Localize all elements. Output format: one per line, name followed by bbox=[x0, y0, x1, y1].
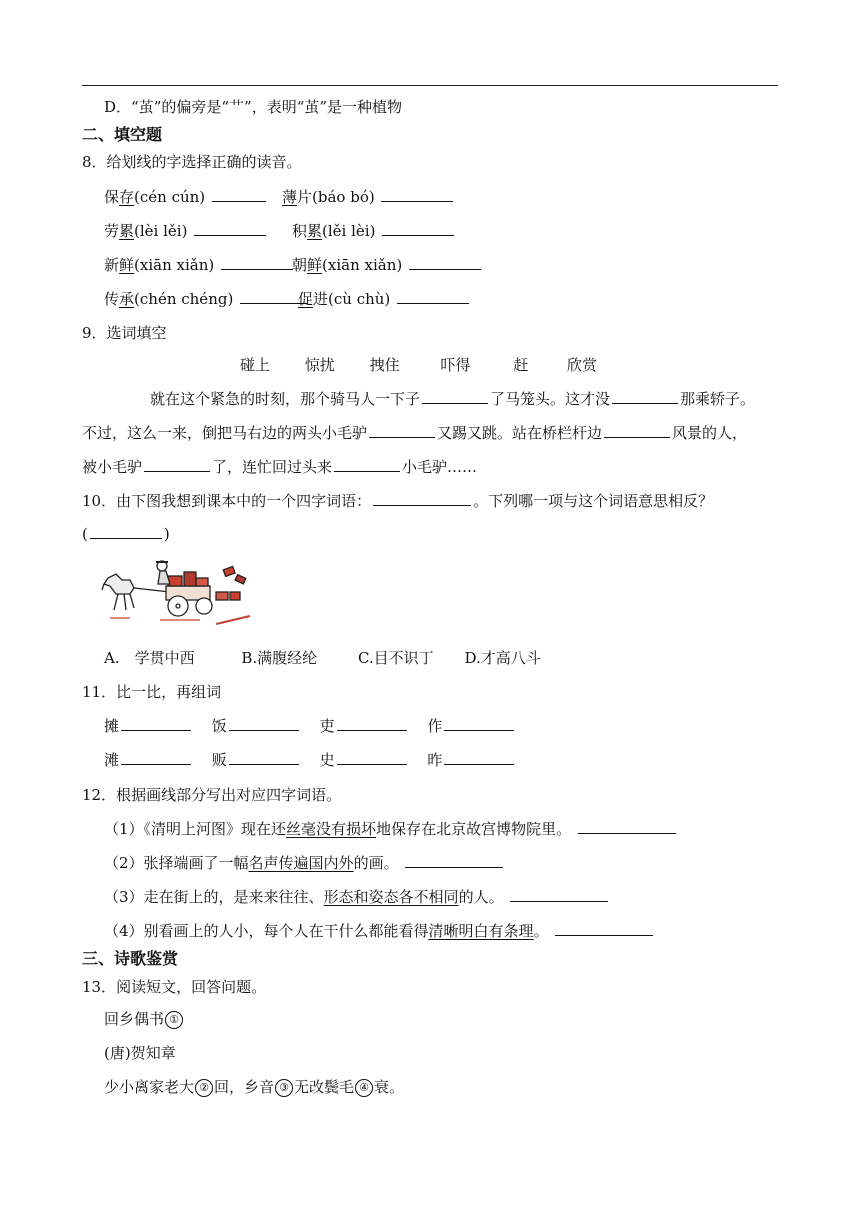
poem-line: 少小离家老大 ② 回，乡音 ③ 无改鬓毛 ④ 衰。 bbox=[104, 1078, 405, 1096]
q12-item: （4）别看画上的人小，每个人在干什么都能看得清晰明白有条理。 bbox=[104, 920, 655, 941]
answer-blank[interactable] bbox=[422, 389, 488, 404]
q9-passage-line: 被小毛驴 了，连忙回过头来 小毛驴…… bbox=[82, 458, 478, 476]
note-marker: ① bbox=[165, 1011, 183, 1029]
word-option: 赶 bbox=[513, 356, 529, 374]
answer-blank[interactable] bbox=[229, 750, 299, 765]
q12-stem: 12．根据画线部分写出对应四字词语。 bbox=[82, 786, 342, 804]
answer-blank[interactable] bbox=[405, 853, 503, 868]
note-marker: ④ bbox=[355, 1079, 373, 1097]
word-option: 拽住 bbox=[369, 356, 400, 374]
word-option: 吓得 bbox=[440, 356, 471, 374]
note-marker: ② bbox=[195, 1079, 213, 1097]
answer-blank[interactable] bbox=[334, 457, 400, 472]
q8-item: 积累(lěi lèi) bbox=[292, 220, 456, 241]
answer-blank[interactable] bbox=[444, 716, 514, 731]
q12-item: （1）《清明上河图》现在还丝毫没有损坏地保存在北京故宫博物院里。 bbox=[104, 818, 678, 839]
q9-stem: 9．选词填空 bbox=[82, 324, 167, 342]
q8-item: 劳累(lèi lěi) bbox=[104, 220, 268, 241]
answer-blank[interactable] bbox=[612, 389, 678, 404]
answer-blank[interactable] bbox=[212, 187, 266, 202]
q10-answer-paren: ( ) bbox=[82, 525, 170, 543]
answer-blank[interactable] bbox=[194, 221, 266, 236]
answer-blank[interactable] bbox=[369, 423, 435, 438]
q8-item: 传承(chén chéng) bbox=[104, 288, 310, 309]
answer-blank[interactable] bbox=[604, 423, 670, 438]
note-marker: ③ bbox=[275, 1079, 293, 1097]
q12-item: （3）走在街上的，是来来往往、形态和姿态各不相同的人。 bbox=[104, 886, 610, 907]
q10-stem: 10．由下图我想到课本中的一个四字词语： 。下列哪一项与这个词语意思相反？ bbox=[82, 492, 714, 510]
top-divider bbox=[82, 85, 778, 86]
option-c[interactable]: C.目不识丁 bbox=[357, 649, 434, 667]
section-title-fill-in: 二、填空题 bbox=[82, 125, 163, 144]
q8-item: 薄片(báo bó) bbox=[282, 186, 455, 207]
answer-blank[interactable] bbox=[144, 457, 210, 472]
answer-blank[interactable] bbox=[373, 491, 471, 506]
q8-item: 保存(cén cún) bbox=[104, 186, 268, 207]
answer-blank[interactable] bbox=[578, 819, 676, 834]
q9-passage-line: 不过，这么一来，倒把马右边的两头小毛驴 又踢又跳。站在桥栏杆边 风景的人， bbox=[82, 424, 748, 442]
answer-blank[interactable] bbox=[510, 887, 608, 902]
answer-blank[interactable] bbox=[382, 221, 454, 236]
q8-item: 朝鲜(xiān xiǎn) bbox=[292, 254, 483, 275]
answer-blank[interactable] bbox=[409, 255, 481, 270]
word-option: 欣赏 bbox=[566, 356, 597, 374]
q11-row: 滩 贩 史 昨 bbox=[104, 749, 516, 770]
q11-row: 摊 饭 吏 作 bbox=[104, 715, 516, 736]
answer-blank[interactable] bbox=[121, 750, 191, 765]
q9-passage-line: 就在这个紧急的时刻，那个骑马人一下子 了马笼头。这才没 那乘轿子。 bbox=[150, 390, 756, 408]
answer-blank[interactable] bbox=[229, 716, 299, 731]
word-option: 惊扰 bbox=[304, 356, 335, 374]
option-d[interactable]: D.才高八斗 bbox=[464, 649, 541, 667]
answer-blank[interactable] bbox=[221, 255, 293, 270]
answer-blank[interactable] bbox=[381, 187, 453, 202]
section-title-poetry: 三、诗歌鉴赏 bbox=[82, 949, 179, 968]
poem-title: 回乡偶书 ① bbox=[104, 1008, 184, 1029]
q10-options bbox=[104, 647, 541, 668]
cart-of-books-illustration bbox=[100, 558, 252, 636]
answer-blank[interactable] bbox=[444, 750, 514, 765]
q7-option-d: D．“茧”的偏旁是“艹”，表明“茧”是一种植物 bbox=[104, 98, 403, 116]
answer-blank[interactable] bbox=[121, 716, 191, 731]
option-b[interactable]: B.满腹经纶 bbox=[241, 649, 318, 667]
word-option: 碰上 bbox=[240, 356, 271, 374]
answer-blank[interactable] bbox=[555, 921, 653, 936]
answer-blank[interactable] bbox=[397, 289, 469, 304]
word-bank bbox=[240, 354, 597, 375]
option-a[interactable]: A. 学贯中西 bbox=[104, 649, 195, 667]
answer-blank[interactable] bbox=[337, 750, 407, 765]
q11-stem: 11．比一比，再组词 bbox=[82, 683, 222, 701]
poem-author: (唐)贺知章 bbox=[104, 1044, 176, 1062]
q8-item: 新鲜(xiān xiǎn) bbox=[104, 254, 295, 275]
q8-stem: 8．给划线的字选择正确的读音。 bbox=[82, 153, 302, 171]
q8-item: 促进(cù chù) bbox=[298, 288, 471, 309]
q12-item: （2）张择端画了一幅名声传遍国内外的画。 bbox=[104, 852, 505, 873]
answer-blank[interactable] bbox=[90, 524, 162, 539]
q13-stem: 13．阅读短文，回答问题。 bbox=[82, 978, 267, 996]
answer-blank[interactable] bbox=[337, 716, 407, 731]
